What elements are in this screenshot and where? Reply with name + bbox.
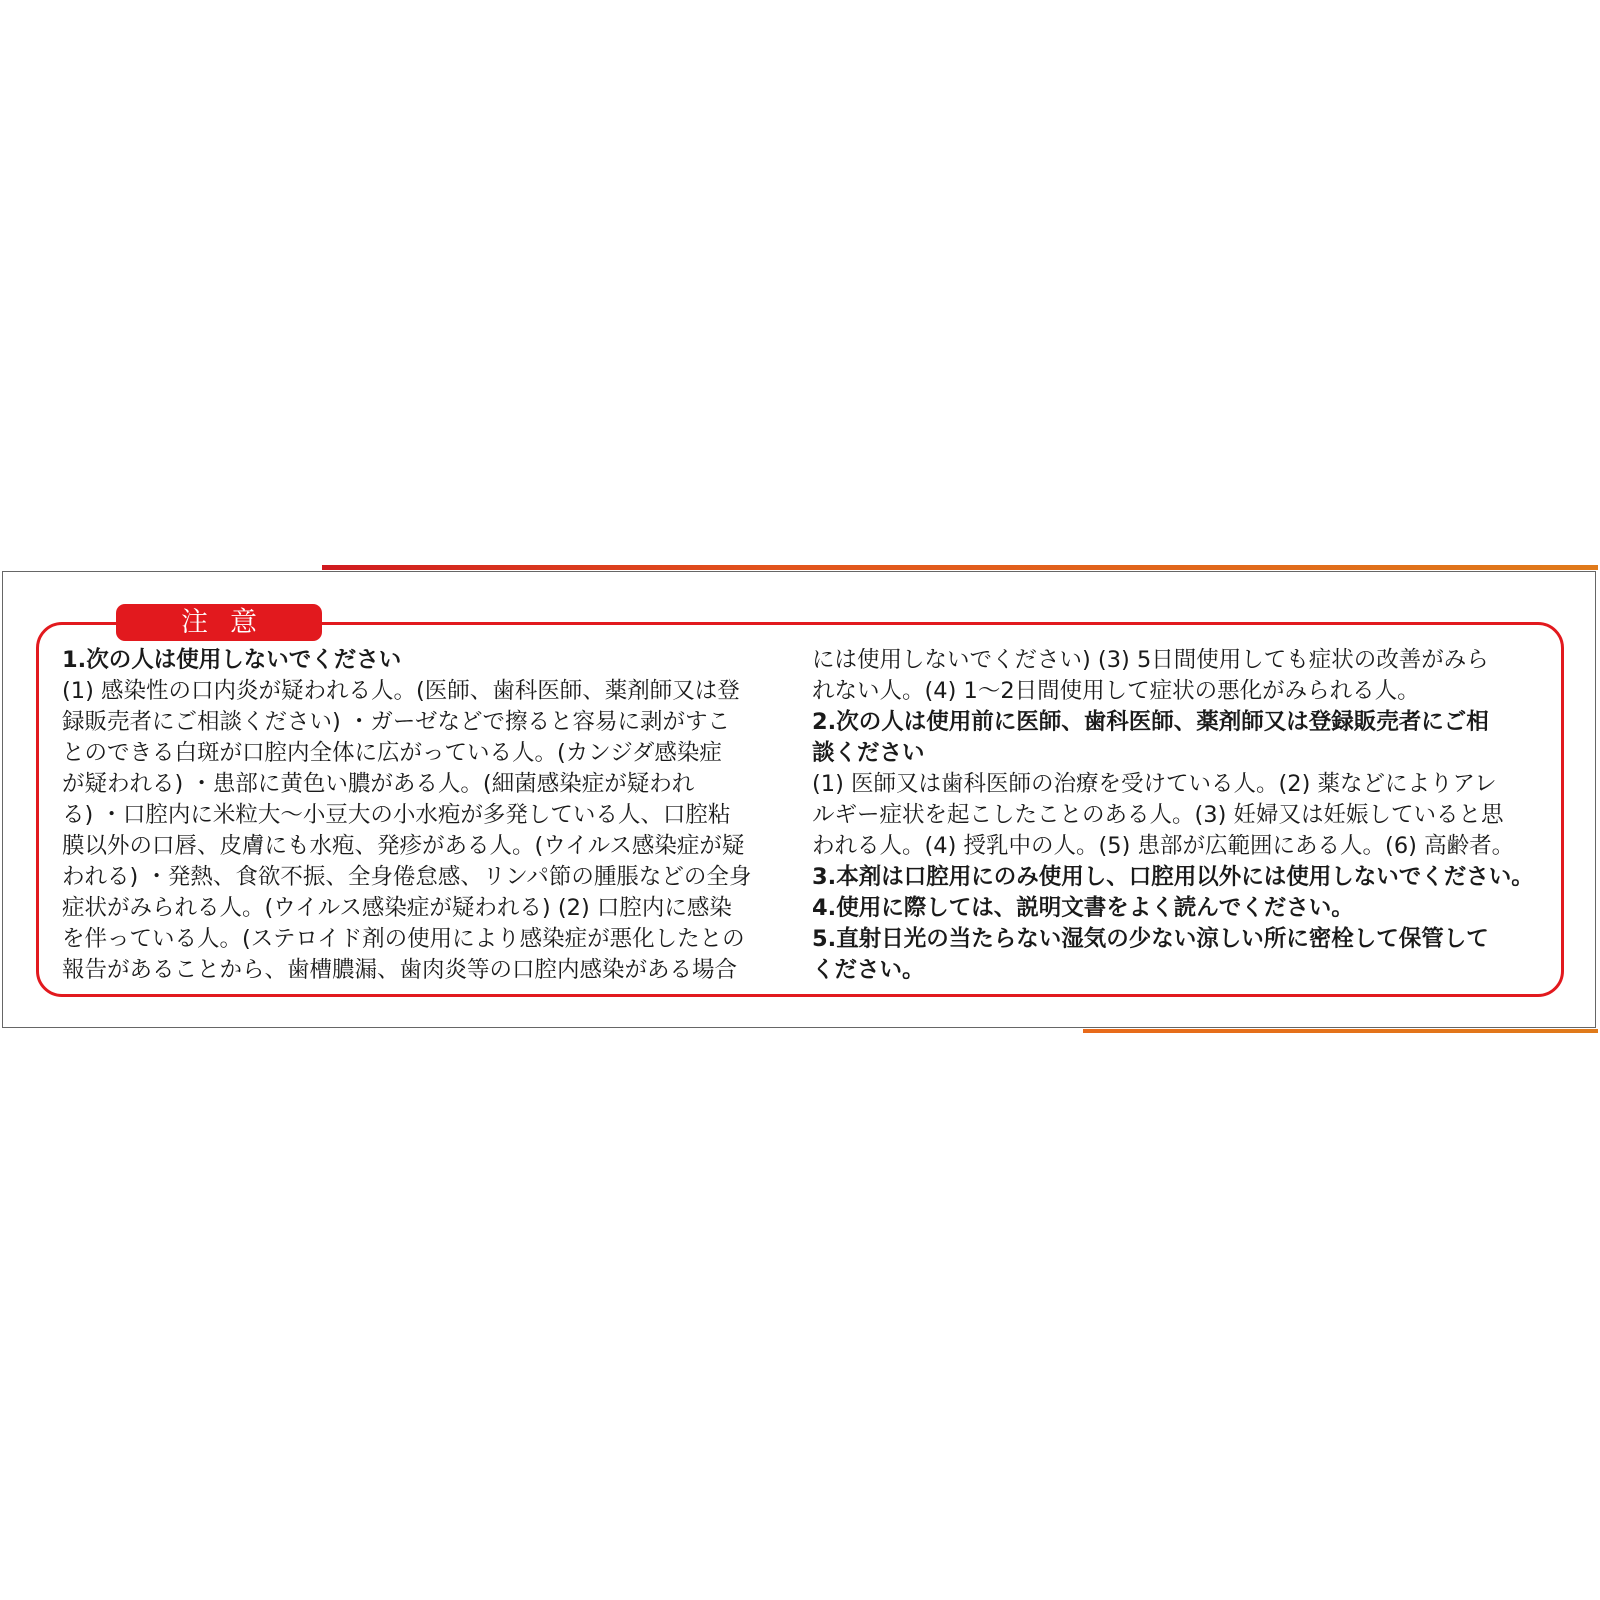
- accent-stripe-top: [322, 565, 1598, 570]
- caution-right-column: [812, 645, 1557, 986]
- caution-text-line: 報告があることから、歯槽膿漏、歯肉炎等の口腔内感染がある場合: [62, 957, 738, 983]
- caution-text-line: 談ください: [812, 740, 925, 766]
- caution-text-line: が疑われる) ・患部に黄色い膿がある人。(細菌感染症が疑われ: [62, 771, 695, 797]
- caution-text-line: ルギー症状を起こしたことのある人。(3) 妊婦又は妊娠していると思: [812, 802, 1504, 828]
- caution-left-column: [62, 645, 792, 986]
- caution-text-line: 症状がみられる人。(ウイルス感染症が疑われる) (2) 口腔内に感染: [62, 895, 732, 921]
- accent-stripe-bottom: [1083, 1029, 1598, 1033]
- caution-text-line: (1) 医師又は歯科医師の治療を受けている人。(2) 薬などによりアレ: [812, 771, 1497, 797]
- caution-text-line: には使用しないでください) (3) 5日間使用しても症状の改善がみら: [812, 647, 1489, 673]
- caution-text-line: 5.直射日光の当たらない湿気の少ない涼しい所に密栓して保管して: [812, 926, 1489, 952]
- caution-label: 注意: [116, 604, 322, 641]
- caution-text-line: ください。: [812, 957, 925, 983]
- caution-text-line: われる人。(4) 授乳中の人。(5) 患部が広範囲にある人。(6) 高齢者。: [812, 833, 1515, 859]
- caution-text-line: 録販売者にご相談ください) ・ガーゼなどで擦ると容易に剥がすこ: [62, 709, 730, 735]
- caution-text-line: 3.本剤は口腔用にのみ使用し、口腔用以外には使用しないでください。: [812, 864, 1534, 890]
- caution-text-line: 2.次の人は使用前に医師、歯科医師、薬剤師又は登録販売者にご相: [812, 709, 1489, 735]
- caution-text-line: る) ・口腔内に米粒大〜小豆大の小水疱が多発している人、口腔粘: [62, 802, 731, 828]
- caution-text-line: (1) 感染性の口内炎が疑われる人。(医師、歯科医師、薬剤師又は登: [62, 678, 740, 704]
- caution-text-line: とのできる白斑が口腔内全体に広がっている人。(カンジダ感染症: [62, 740, 722, 766]
- caution-text-line: を伴っている人。(ステロイド剤の使用により感染症が悪化したとの: [62, 926, 745, 952]
- caution-text-line: われる) ・発熱、食欲不振、全身倦怠感、リンパ節の腫脹などの全身: [62, 864, 752, 890]
- caution-text-line: れない人。(4) 1〜2日間使用して症状の悪化がみられる人。: [812, 678, 1420, 704]
- caution-text-line: 4.使用に際しては、説明文書をよく読んでください。: [812, 895, 1354, 921]
- caution-text-line: 1.次の人は使用しないでください: [62, 647, 402, 673]
- caution-text-line: 膜以外の口唇、皮膚にも水疱、発疹がある人。(ウイルス感染症が疑: [62, 833, 745, 859]
